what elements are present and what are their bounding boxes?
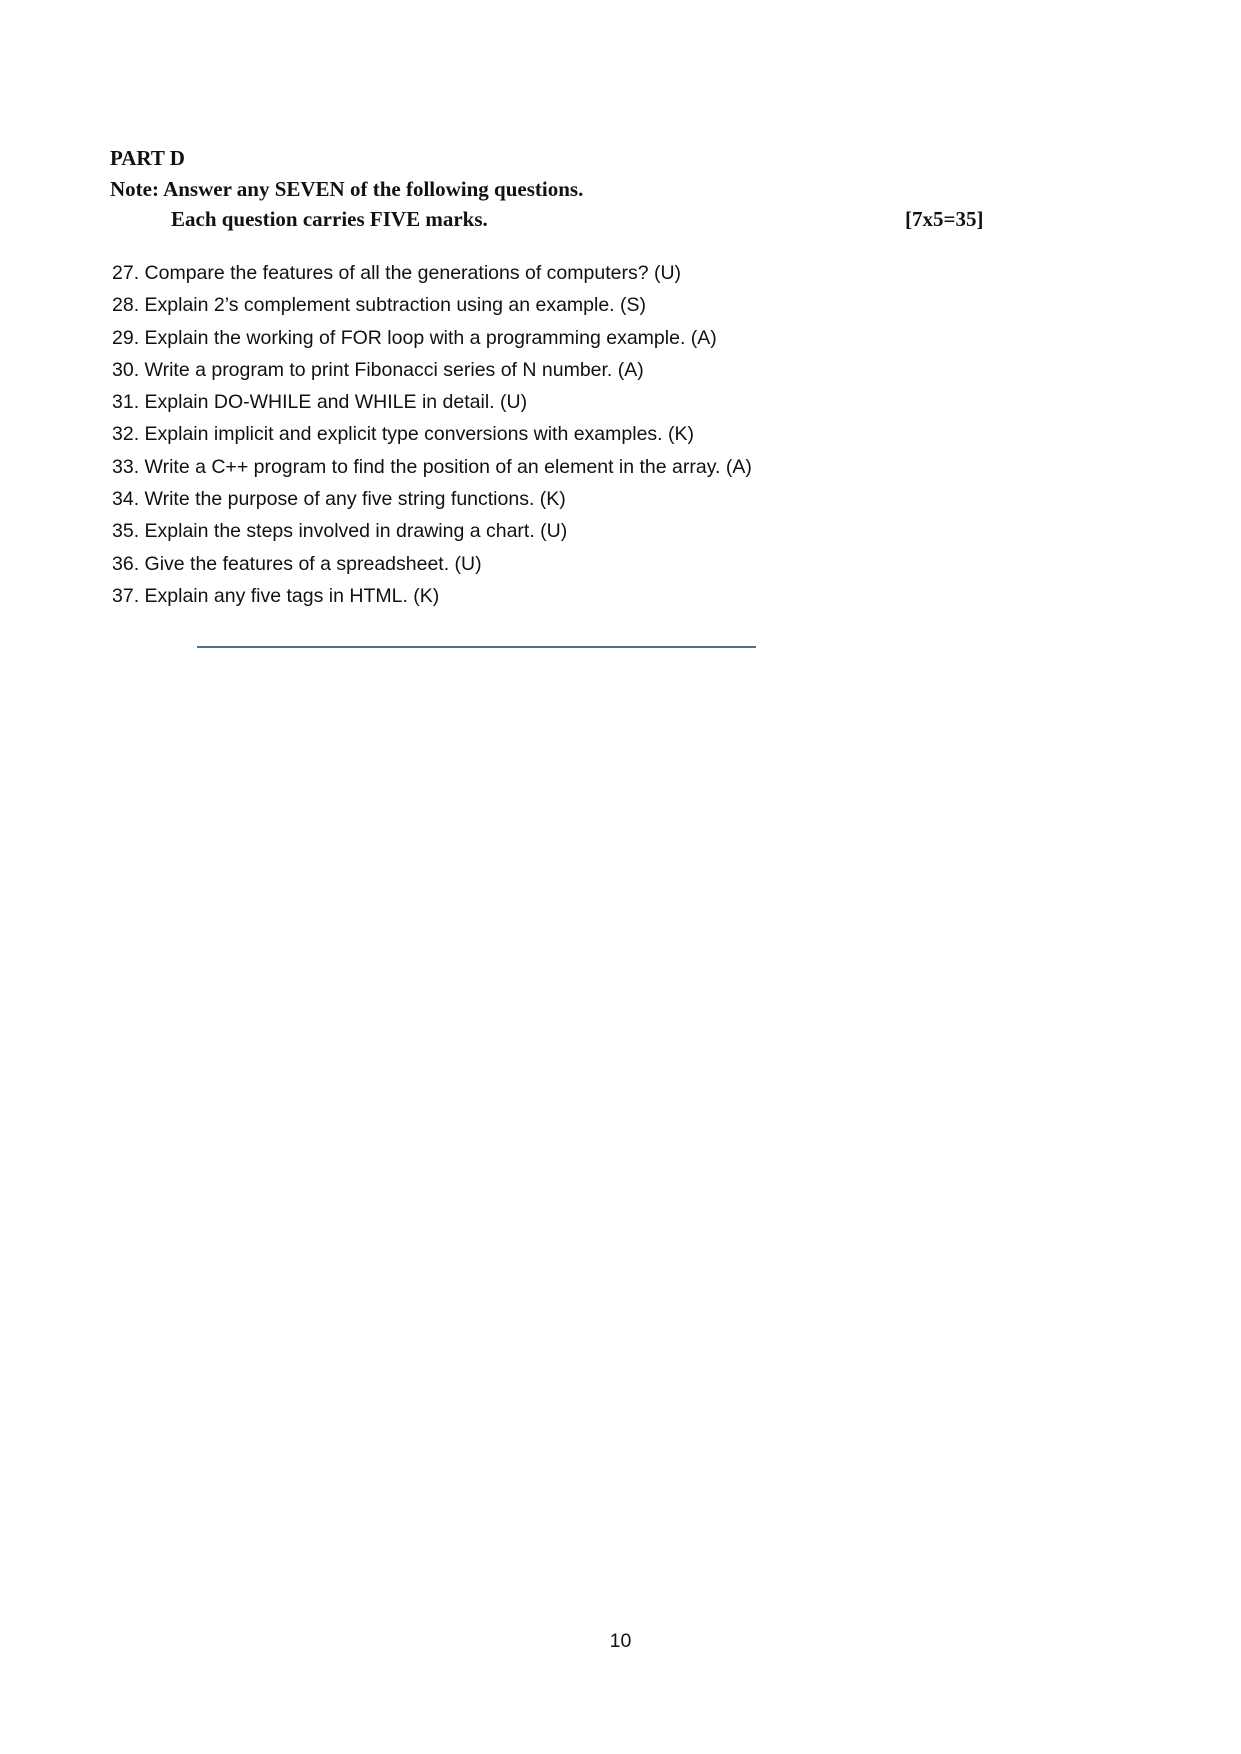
question-item: 29. Explain the working of FOR loop with a programming example. (A) — [112, 326, 717, 349]
question-item: 32. Explain implicit and explicit type conversions with examples. (K) — [112, 423, 695, 446]
instruction-note: Note: Answer any SEVEN of the following questions. — [110, 177, 584, 201]
question-item: 28. Explain 2’s complement subtraction using an example. (S) — [112, 294, 647, 317]
question-item: 27. Compare the features of all the generations of computers? (U) — [112, 262, 682, 284]
question-item: 31. Explain DO-WHILE and WHILE in detail. (U) — [112, 391, 528, 414]
question-item: 35. Explain the steps involved in drawing a chart. (U) — [112, 520, 568, 543]
page-number: 10 — [609, 1630, 632, 1652]
part-title: PART D — [110, 146, 185, 170]
question-item: 37. Explain any five tags in HTML. (K) — [112, 584, 440, 607]
instruction-marks-note: Each question carries FIVE marks. — [171, 207, 488, 231]
question-item: 34. Write the purpose of any five string functions. (K) — [112, 488, 566, 511]
question-list — [112, 259, 752, 614]
end-divider — [197, 646, 756, 648]
question-item: 33. Write a C++ program to find the position of an element in the array. (A) — [112, 455, 752, 478]
question-item: 36. Give the features of a spreadsheet. (U) — [112, 552, 482, 575]
marks-allocation: [7x5=35] — [905, 207, 984, 231]
question-item: 30. Write a program to print Fibonacci series of N number. (A) — [112, 358, 644, 381]
